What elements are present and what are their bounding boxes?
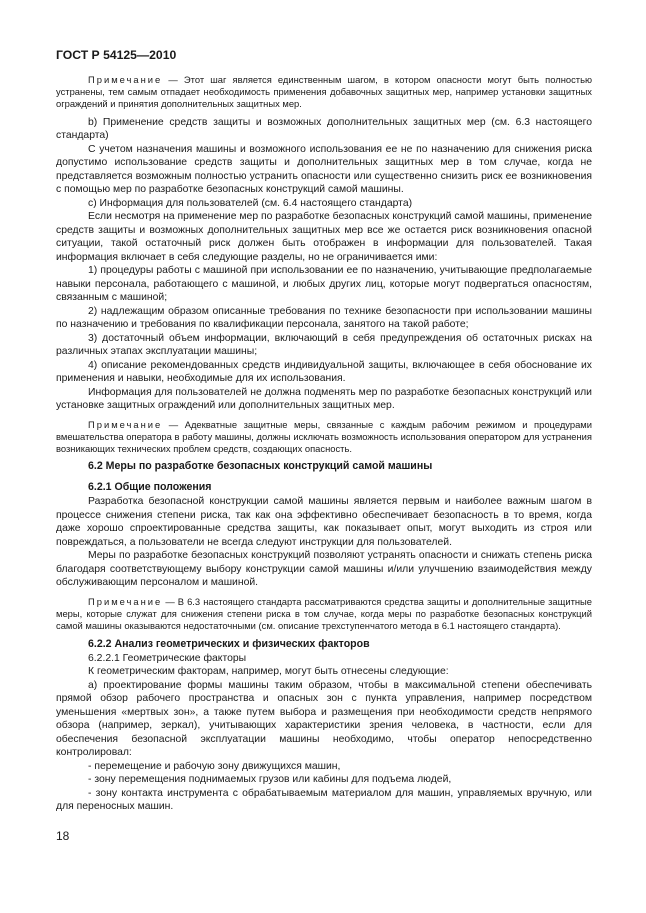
list-item-3: 3) достаточный объем информации, включающий в себя предупреждения об остаточных рисках на различных этапах эксплуатации машины; bbox=[56, 332, 592, 358]
section-heading-6-2-1: 6.2.1 Общие положения bbox=[88, 480, 212, 493]
page-content bbox=[56, 74, 592, 814]
list-item-2: 2) надлежащим образом описанные требования по технике безопасности при использовании машины по назначению и требования по квалификации персонала, занятого на такой работе; bbox=[56, 305, 592, 331]
document-header: ГОСТ Р 54125—2010 bbox=[56, 48, 177, 62]
dash-item: - зону перемещения поднимаемых грузов или кабины для подъема людей, bbox=[88, 774, 452, 786]
geometric-factors-intro: К геометрическим факторам, например, могут быть отнесены следующие: bbox=[88, 666, 449, 678]
note-paragraph bbox=[56, 74, 592, 111]
dash-item: - зону контакта инструмента с обрабатываемым материалом для машин, управляемых вручную, или для переносных машин. bbox=[56, 787, 592, 813]
item-c-heading: с) Информация для пользователей (см. 6.4 настоящего стандарта) bbox=[88, 197, 413, 209]
info-paragraph: Информация для пользователей не должна подменять мер по разработке безопасных конструкций или установке защитных ограждений или дополнительных защитных мер. bbox=[56, 386, 592, 412]
note-paragraph bbox=[56, 419, 592, 456]
page-number: 18 bbox=[56, 829, 70, 843]
list-item-1: 1) процедуры работы с машиной при использовании ее по назначению, учитывающие предполагаемые навыки персонала, работающего с машиной, и любых других лиц, которые могут подвергаться опасностям, связанным с машиной; bbox=[56, 265, 592, 304]
geometric-factor-a: а) проектирование формы машины таким образом, чтобы в максимальной степени обеспечивать прямой обзор рабочего пространства и опасных зон с пункта управления, например посредством уменьшения «мертвых зон», а также путем выбора и размещения при необходимости средств непрямого обзора (например, зеркал), учитывающих характеристики зрения человека, в частности, если для обеспечения безопасной эксплуатации машины необходимо, чтобы оператор непосредственно контролировал: bbox=[56, 679, 592, 759]
note-text: — В 6.3 настоящего стандарта рассматриваются средства защиты и дополнительные защитные меры, которые служат для снижения степени риска в том случае, когда меры по разработке безопасных конструкций самой машины оказываются недостаточными (см. описание трехступенчатого метода в 6.1 настоящего стандарта). bbox=[56, 595, 592, 632]
note-label: Примечание bbox=[88, 595, 163, 607]
note-text: — Этот шаг является единственным шагом, в котором опасности могут быть полностью устранены, тем самым отпадает необходимость применения добавочных защитных мер, например установки защитных ограждений и принятия дополнительных защитных мер. bbox=[56, 74, 592, 110]
note-label: Примечание bbox=[88, 74, 163, 85]
dash-item: - перемещение и рабочую зону движущихся машин, bbox=[88, 760, 341, 772]
item-c-text: Если несмотря на применение мер по разработке безопасных конструкций самой машины, применение средств защиты и возможных дополнительных защитных мер все же остается риск возникновения опасной ситуации, такой остаточный риск должен быть отображен в информации для пользователей. Такая информация включает в себя следующие разделы, но не ограничивается ими: bbox=[56, 211, 592, 263]
note-label: Примечание bbox=[88, 418, 163, 430]
section-heading-6-2: 6.2 Меры по разработке безопасных конструкций самой машины bbox=[88, 460, 433, 473]
item-b-heading: b) Применение средств защиты и возможных дополнительных защитных мер (см. 6.3 настоящего стандарта) bbox=[56, 116, 592, 142]
section-heading-6-2-2: 6.2.2 Анализ геометрических и физических факторов bbox=[88, 638, 370, 651]
section-heading-6-2-2-1: 6.2.2.1 Геометрические факторы bbox=[88, 652, 247, 664]
note-paragraph bbox=[56, 596, 592, 633]
list-item-4: 4) описание рекомендованных средств индивидуальной защиты, включающее в себя обоснование их применения и навыки, необходимые для их использования. bbox=[56, 359, 592, 385]
section-6-2-1-paragraph-1: Разработка безопасной конструкции самой машины является первым и наиболее важным шагом в процессе снижения степени риска, так как она эффективно обеспечивает безопасность в то время, когда даже хорошо спроектированные средства защиты, как показывает опыт, могут выходить из строя или повреждаться, а пользователи не всегда следуют инструкции для пользователей. bbox=[56, 496, 592, 548]
section-6-2-1-paragraph-2: Меры по разработке безопасных конструкций позволяют устранять опасности и снижать степень риска благодаря соответствующему выбору конструкции самой машины и/или улучшению взаимодействия между обслуживающим персоналом и машиной. bbox=[56, 550, 592, 589]
note-text: — Адекватные защитные меры, связанные с каждым рабочим режимом и процедурами вмешательства оператора в работу машины, должны исключать возможность использования оператором для устранения возникающих технических проблем средств, создающих опасность. bbox=[56, 418, 592, 455]
item-b-text: С учетом назначения машины и возможного использования ее не по назначению для снижения риска допустимо использование средств защиты и дополнительных защитных мер в том случае, когда не представляется возможным полностью устранить опасности или существенно снизить риск ее возникновения с помощью мер по разработке безопасных конструкций самой машины. bbox=[56, 143, 592, 196]
